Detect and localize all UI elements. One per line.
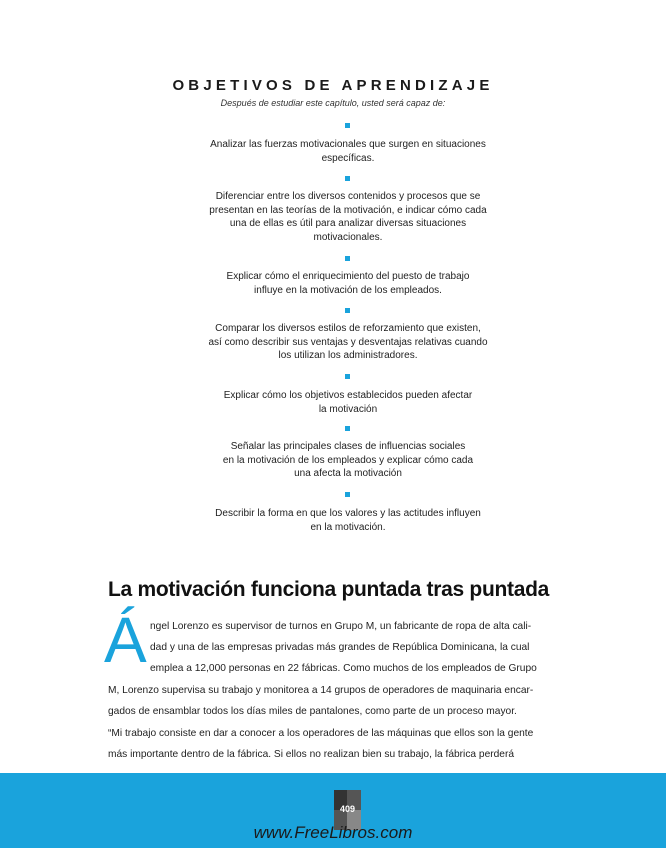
objective-item-5: Explicar cómo los objetivos establecidos pueden afectar la motivación [223,390,473,415]
objective-item-4: Comparar los diversos estilos de reforzamiento que existen, así como describir sus ventajas y desventajas relativas cuando los utilizan los administradores. [208,323,488,361]
objectives-title: OBJETIVOS DE APRENDIZAJE [172,77,494,94]
body-line: dad y una de las empresas privadas más grandes de República Dominicana, la cual [150,642,530,653]
objective-bullet-5 [345,374,350,379]
body-line: emplea a 12,000 personas en 22 fábricas. Como muchos de los empleados de Grupo [150,663,537,674]
objective-item-3: Explicar cómo el enriquecimiento del puesto de trabajo influye en la motivación de los empleados. [226,271,470,296]
objective-item-2: Diferenciar entre los diversos contenidos y procesos que se presentan en las teorías de la motivación, e indicar cómo cada una de ellas es útil para analizar diversas situaciones motivacionales. [209,191,487,243]
page-number: 409 [339,804,356,814]
body-line: “Mi trabajo consiste en dar a conocer a los operadores de las máquinas que ellos son la gente [108,728,534,739]
objective-bullet-1 [345,123,350,128]
objectives-subtitle: Después de estudiar este capítulo, usted será capaz de: [220,98,446,108]
body-line: M, Lorenzo supervisa su trabajo y monitorea a 14 grupos de operadores de maquinaria encar- [108,685,534,696]
body-line: más importante dentro de la fábrica. Si ellos no realizan bien su trabajo, la fábrica perderá [108,749,515,760]
objective-bullet-2 [345,176,350,181]
objective-bullet-6 [345,426,350,431]
website-link[interactable]: www.FreeLibros.com [253,823,413,842]
objective-bullet-7 [345,492,350,497]
objective-item-7: Describir la forma en que los valores y las actitudes influyen en la motivación. [215,508,481,533]
objective-bullet-4 [345,308,350,313]
objective-item-1: Analizar las fuerzas motivacionales que surgen en situaciones específicas. [210,139,486,164]
objective-item-6: Señalar las principales clases de influencias sociales en la motivación de los empleados y explicar cómo cada una afecta la motivación [222,441,474,479]
section-heading: La motivación funciona puntada tras puntada [108,578,549,601]
body-line: gados de ensamblar todos los días miles de pantalones, como parte de un proceso mayor. [108,706,517,717]
objective-bullet-3 [345,256,350,261]
body-line: ngel Lorenzo es supervisor de turnos en Grupo M, un fabricante de ropa de alta cali- [150,621,532,632]
drop-cap: Á [104,604,147,676]
